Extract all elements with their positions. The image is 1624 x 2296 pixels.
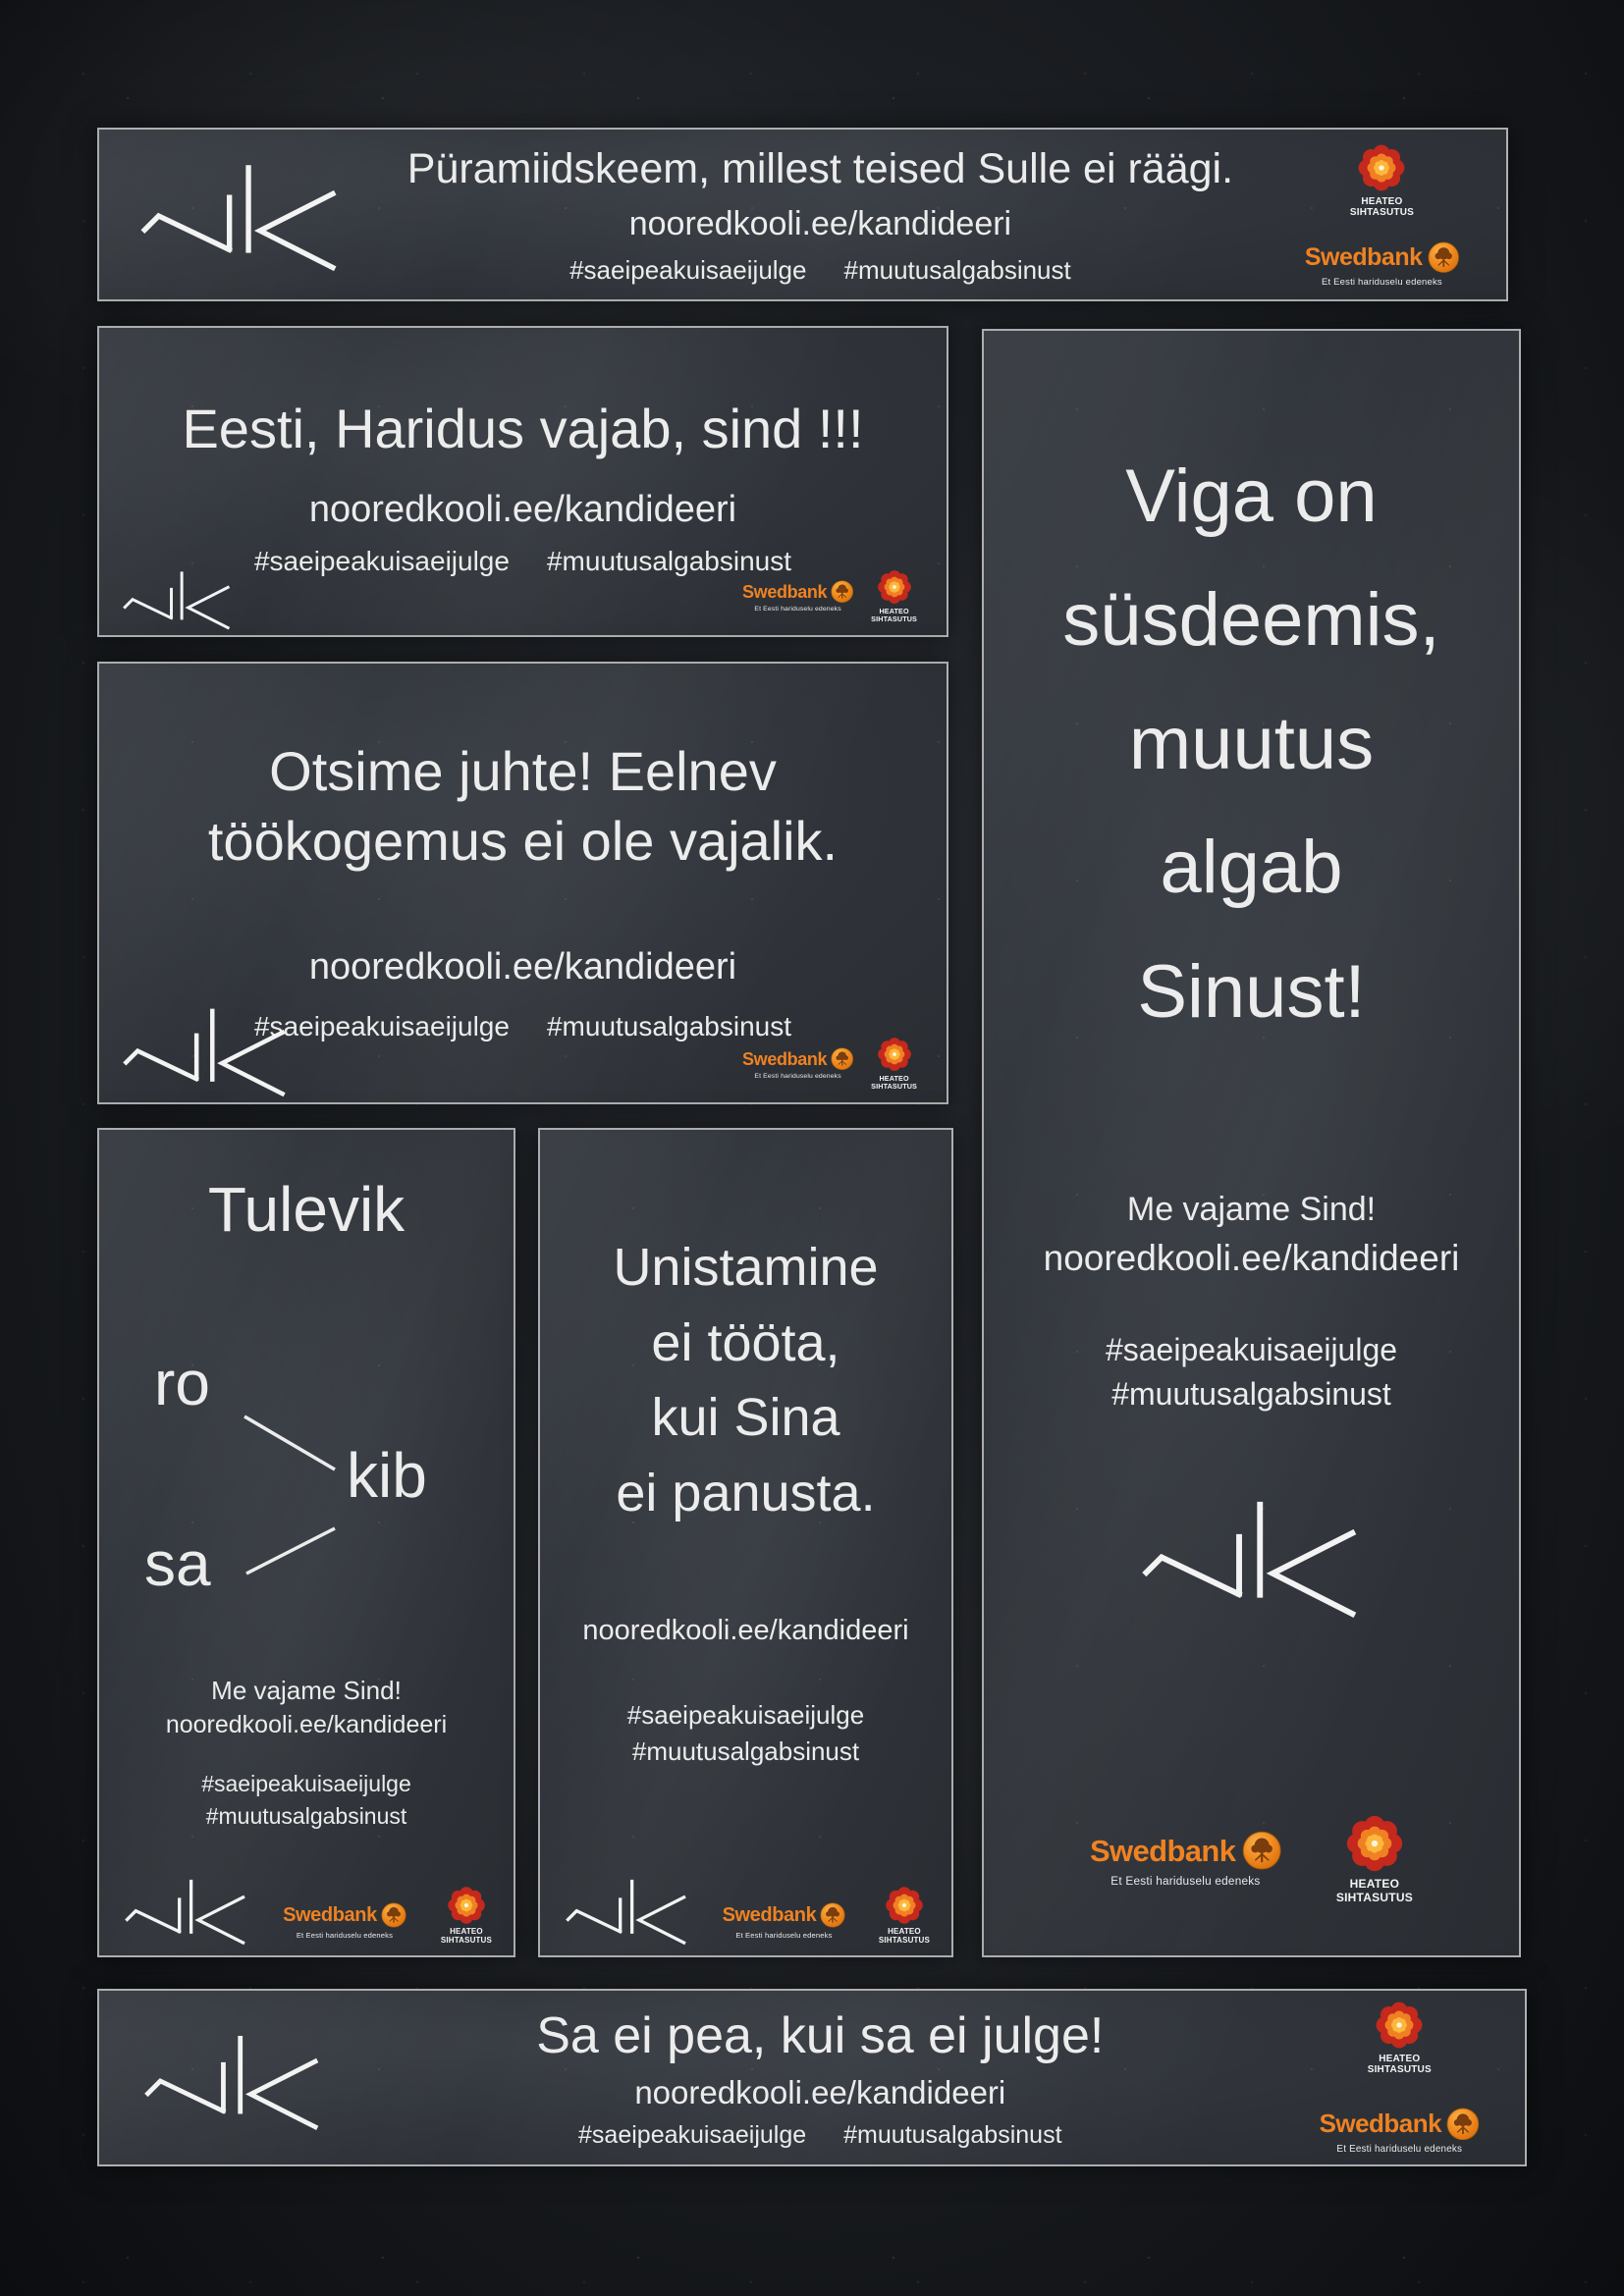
heateo-name-line2: SIHTASUTUS (871, 1081, 917, 1091)
title-line: kui Sina (651, 1388, 840, 1448)
hashtag: #saeipeakuisaeijulge (201, 1771, 411, 1796)
swedbank-tagline: Et Eesti hariduselu edeneks (754, 1072, 841, 1080)
title-line: töökogemus ei ole vajalik. (207, 810, 839, 873)
banner-eesti-url: nooredkooli.ee/kandideeri (308, 489, 737, 530)
heateo-logo (1336, 1814, 1413, 1904)
swedbank-coin-icon (381, 1902, 406, 1928)
nk-logo-icon (140, 161, 342, 272)
heateo-name-line1: HEATEO (879, 1073, 909, 1083)
heateo-logo (1368, 2001, 1432, 2075)
swedbank-wordmark: Swedbank (742, 581, 828, 602)
title-line: Viga on (1125, 454, 1378, 538)
banner-julge (97, 1989, 1527, 2166)
nk-logo-icon (1142, 1497, 1362, 1619)
banner-julge-url: nooredkooli.ee/kandideeri (634, 2073, 1006, 2110)
swedbank-wordmark: Swedbank (283, 1904, 377, 1927)
title-line: Sinust! (1137, 949, 1366, 1034)
heateo-name-line1: HEATEO (1361, 196, 1403, 207)
swedbank-logo (1320, 2108, 1480, 2155)
heateo-name-line2: SIHTASUTUS (1367, 2064, 1432, 2076)
banner-pyramid-title: Püramiidskeem, millest teised Sulle ei räägi. (406, 145, 1234, 192)
hashtag: #muutusalgabsinust (843, 255, 1071, 285)
hashtag: #muutusalgabsinust (546, 546, 792, 576)
nk-logo-icon (566, 1877, 689, 1946)
heateo-name-line1: HEATEO (1349, 1877, 1400, 1892)
heateo-name-line2: SIHTASUTUS (878, 1936, 930, 1946)
swedbank-coin-icon (831, 1047, 853, 1070)
heateo-logo (871, 1037, 917, 1091)
heateo-name-line1: HEATEO (879, 606, 909, 615)
heateo-logo (441, 1886, 492, 1946)
hashtag: #saeipeakuisaeijulge (1105, 1332, 1398, 1367)
swedbank-logo (1305, 241, 1459, 288)
swedbank-coin-icon (1242, 1831, 1281, 1870)
swedbank-wordmark: Swedbank (1319, 2109, 1442, 2139)
title-line: algab (1160, 826, 1343, 910)
swedbank-wordmark: Swedbank (742, 1048, 828, 1069)
hashtag: #saeipeakuisaeijulge (626, 1700, 865, 1730)
swedbank-tagline: Et Eesti hariduselu edeneks (296, 1931, 394, 1940)
hashtag: #muutusalgabsinust (205, 1802, 407, 1829)
swedbank-logo (742, 580, 853, 613)
banner-viga (982, 329, 1521, 1957)
hashtag: #muutusalgabsinust (631, 1735, 860, 1766)
hashtag: #muutusalgabsinust (546, 1011, 792, 1041)
swedbank-tagline: Et Eesti hariduselu edeneks (735, 1931, 833, 1940)
wordplay-sa: sa (144, 1528, 211, 1599)
banner-viga-title (984, 435, 1519, 1054)
heateo-name-line2: SIHTASUTUS (440, 1936, 492, 1946)
sponsor-logos (984, 1814, 1519, 1904)
hashtag: #saeipeakuisaeijulge (253, 1011, 510, 1041)
swedbank-coin-icon (1428, 241, 1460, 274)
heateo-flower-icon (1345, 1814, 1404, 1873)
heateo-name-line1: HEATEO (450, 1927, 483, 1937)
banner-otsime-title (99, 736, 947, 876)
banner-otsime-url: nooredkooli.ee/kandideeri (308, 946, 737, 988)
title-line: Otsime juhte! Eelnev (269, 740, 777, 802)
swedbank-wordmark: Swedbank (722, 1904, 817, 1927)
swedbank-logo (742, 1047, 853, 1080)
swedbank-wordmark: Swedbank (1304, 242, 1423, 271)
swedbank-wordmark: Swedbank (1089, 1833, 1236, 1868)
nk-logo-icon (123, 1005, 290, 1097)
wordplay-kib: kib (347, 1440, 427, 1511)
wordplay-ro: ro (154, 1348, 210, 1418)
sponsor-logos (742, 569, 917, 623)
swedbank-coin-icon (820, 1902, 845, 1928)
banner-unistamine-url: nooredkooli.ee/kandideeri (582, 1615, 909, 1646)
banner-tulevik-title: Tulevik (207, 1174, 406, 1245)
banner-tulevik (97, 1128, 515, 1957)
hashtag: #saeipeakuisaeijulge (578, 2120, 807, 2149)
swedbank-tagline: Et Eesti hariduselu edeneks (1321, 277, 1442, 288)
swedbank-tagline: Et Eesti hariduselu edeneks (1110, 1874, 1261, 1888)
heateo-flower-icon (1375, 2001, 1424, 2050)
nk-logo-icon (125, 1877, 248, 1946)
title-line: ei tööta, (651, 1312, 840, 1372)
banner-footer (566, 1877, 930, 1946)
sponsor-logos (1318, 1991, 1482, 2164)
banner-julge-title: Sa ei pea, kui sa ei julge! (536, 2006, 1105, 2064)
banner-footer (125, 1877, 492, 1946)
banner-viga-hashtags (984, 1328, 1519, 1417)
banner-pyramid-url: nooredkooli.ee/kandideeri (628, 205, 1012, 242)
swedbank-tagline: Et Eesti hariduselu edeneks (754, 605, 841, 613)
banner-unistamine-hashtags (540, 1697, 951, 1770)
heateo-flower-icon (447, 1886, 486, 1925)
hashtag: #saeipeakuisaeijulge (569, 255, 807, 285)
banner-viga-url: nooredkooli.ee/kandideeri (1043, 1238, 1460, 1278)
banner-eesti-title: Eesti, Haridus vajab, sind !!! (182, 398, 864, 459)
swedbank-coin-icon (1446, 2108, 1480, 2141)
sponsor-logos (742, 1037, 917, 1091)
title-line: Unistamine (613, 1238, 879, 1297)
heateo-logo (879, 1886, 930, 1946)
heateo-flower-icon (885, 1886, 924, 1925)
swedbank-logo (283, 1902, 406, 1940)
banner-pyramid (97, 128, 1508, 301)
swedbank-logo (1090, 1831, 1281, 1888)
banner-viga-subtitle: Me vajame Sind! (1126, 1191, 1377, 1228)
nk-logo-icon (123, 569, 233, 630)
heateo-logo (871, 569, 917, 623)
heateo-name-line2: SIHTASUTUS (871, 614, 917, 623)
heateo-flower-icon (1357, 143, 1406, 192)
hashtag: #muutusalgabsinust (1111, 1376, 1391, 1413)
banner-unistamine (538, 1128, 953, 1957)
banner-eesti (97, 326, 948, 637)
hashtag: #muutusalgabsinust (843, 2120, 1062, 2149)
title-line: ei panusta. (616, 1464, 876, 1523)
heateo-name-line2: SIHTASUTUS (1335, 1890, 1414, 1904)
heateo-name-line1: HEATEO (1379, 2054, 1421, 2064)
heateo-flower-icon (877, 569, 912, 605)
banner-otsime (97, 662, 948, 1104)
heateo-logo (1350, 143, 1414, 218)
heateo-name-line1: HEATEO (888, 1927, 921, 1937)
title-line: süsdeemis, (1062, 578, 1440, 663)
title-line: muutus (1128, 702, 1375, 786)
nk-logo-icon (144, 2032, 323, 2131)
swedbank-logo (723, 1902, 846, 1940)
banner-tulevik-url: nooredkooli.ee/kandideeri (165, 1711, 448, 1738)
swedbank-tagline: Et Eesti hariduselu edeneks (1336, 2144, 1463, 2155)
swedbank-coin-icon (831, 580, 853, 603)
banner-tulevik-subtitle: Me vajame Sind! (211, 1676, 402, 1705)
heateo-name-line2: SIHTASUTUS (1349, 207, 1414, 219)
hashtag: #saeipeakuisaeijulge (253, 546, 510, 576)
sponsor-logos (1299, 130, 1465, 299)
banner-tulevik-hashtags (99, 1768, 514, 1832)
banner-unistamine-title (540, 1230, 951, 1531)
heateo-flower-icon (877, 1037, 912, 1072)
